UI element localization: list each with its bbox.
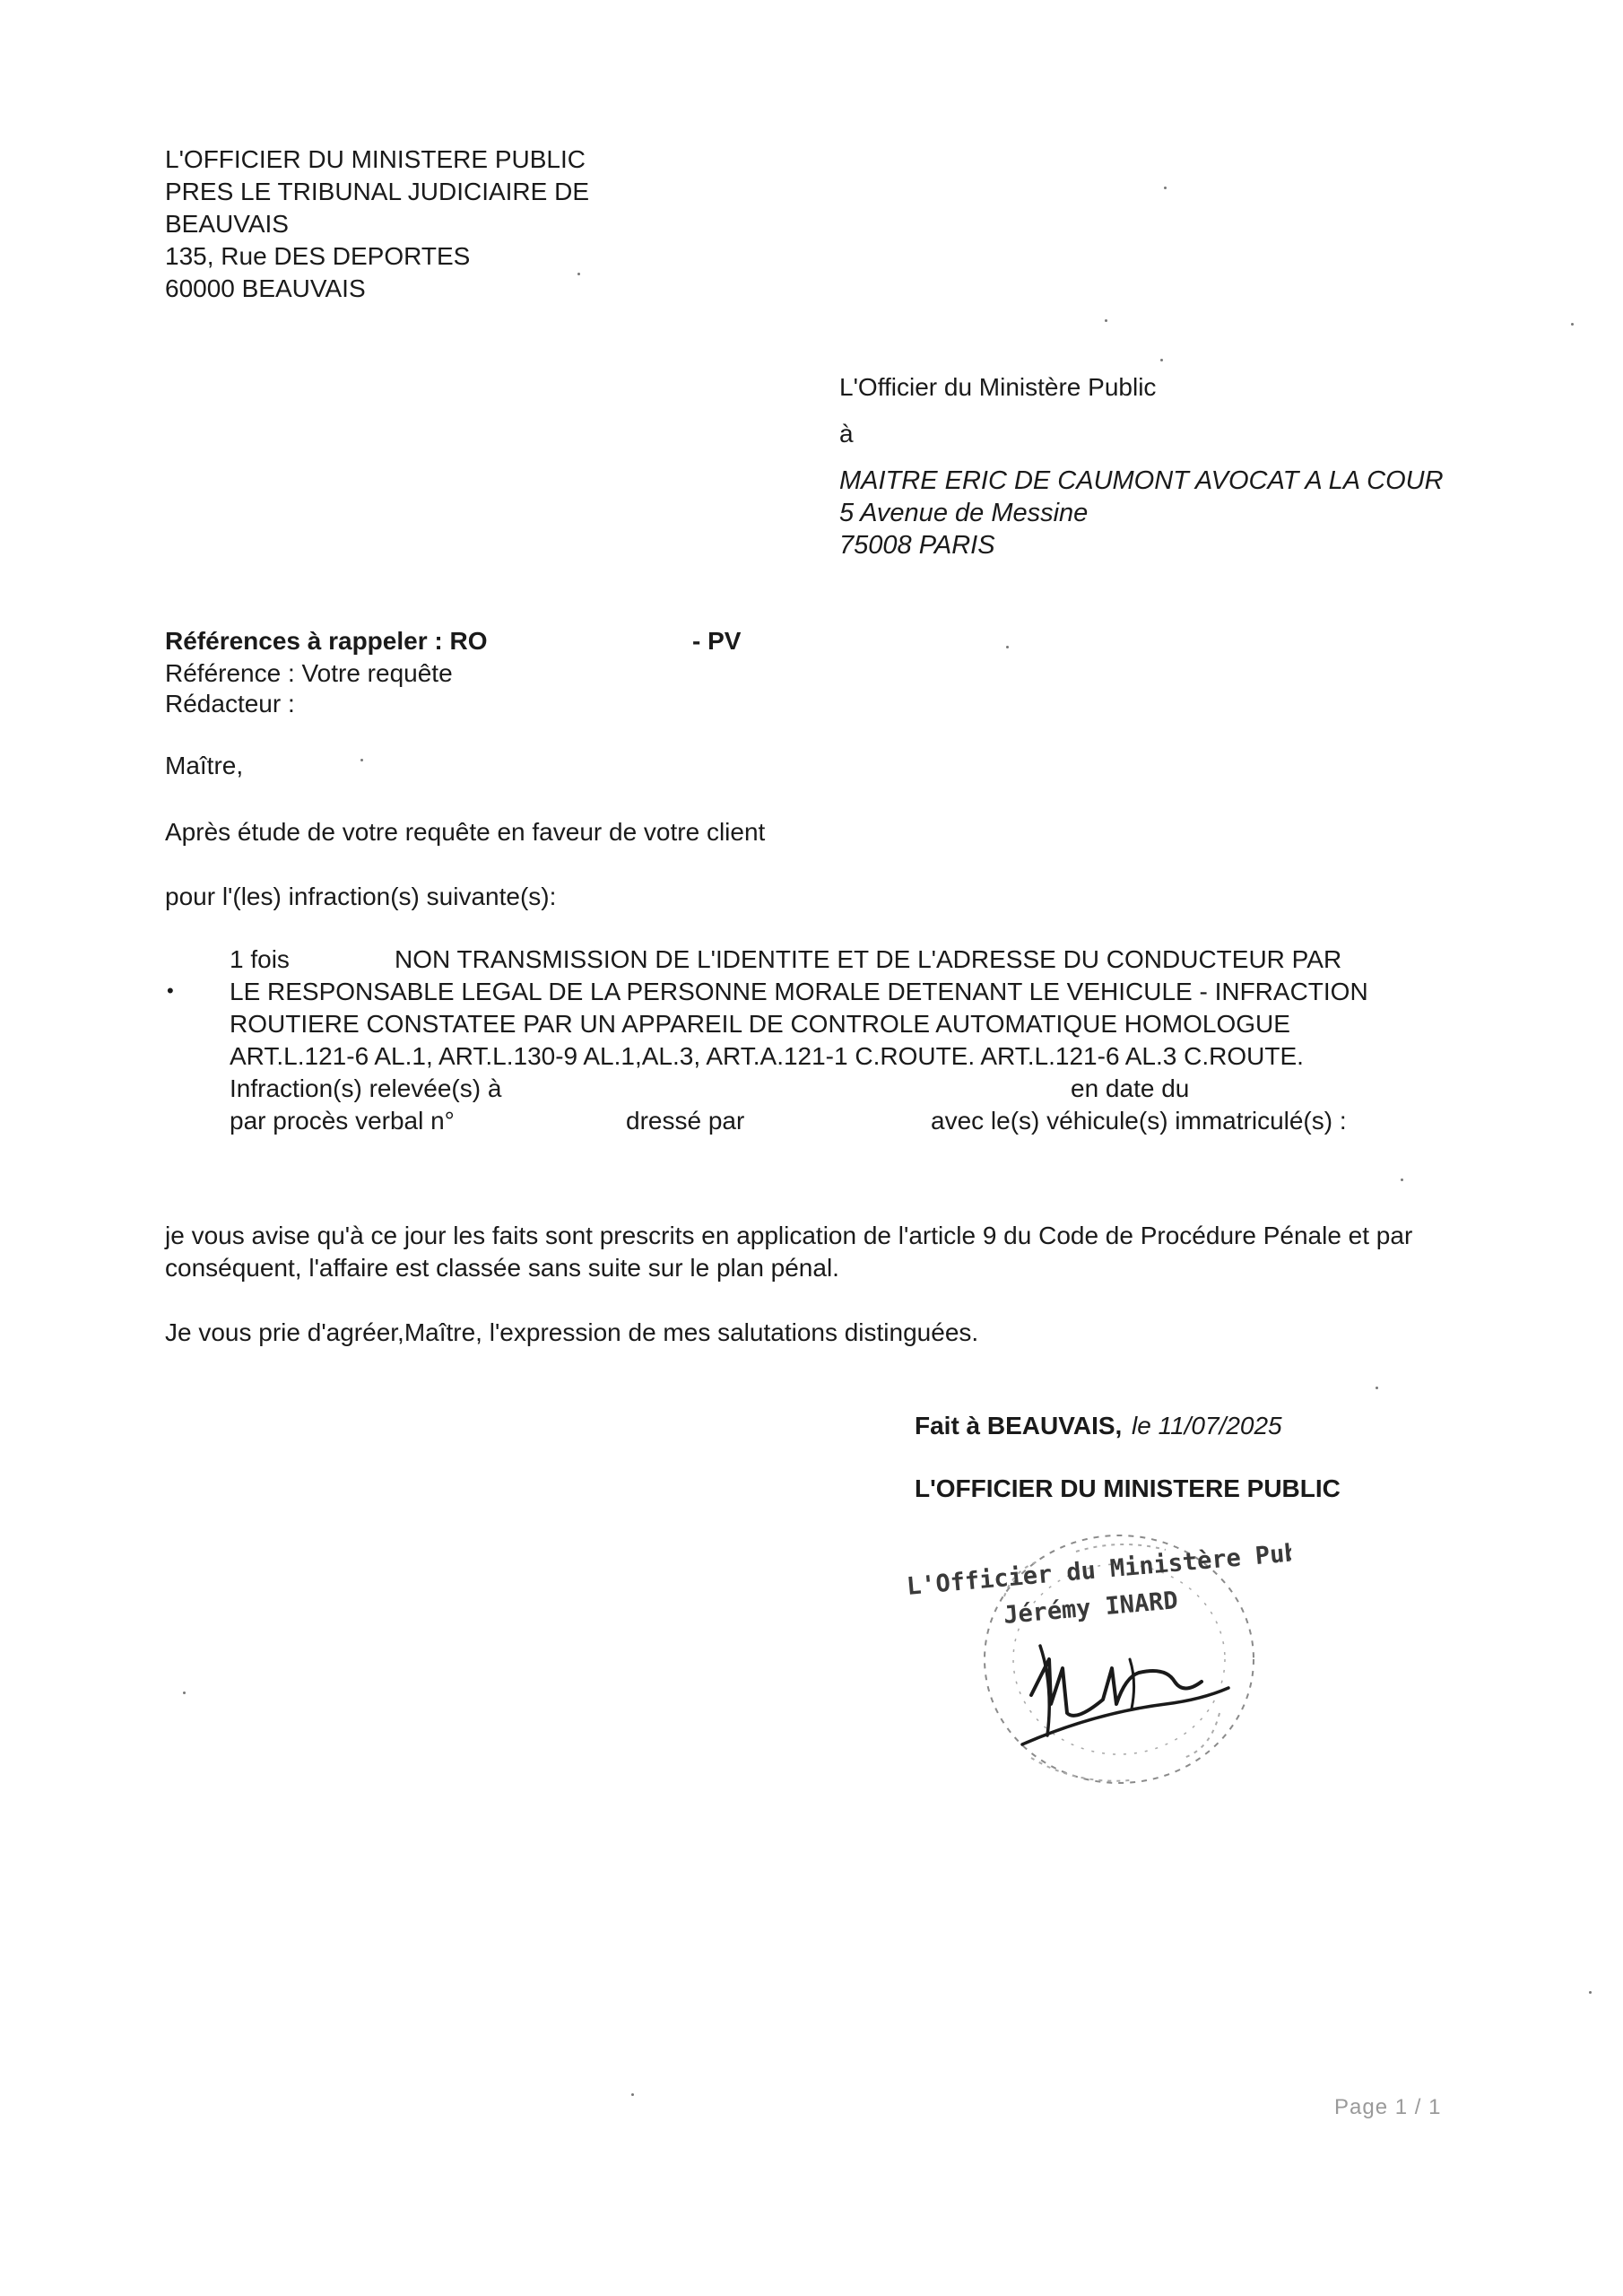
vehicule-immatricule: avec le(s) véhicule(s) immatriculé(s) :	[931, 1107, 1347, 1135]
scan-speck	[1160, 359, 1163, 361]
infraction-relevee: Infraction(s) relevée(s) à	[230, 1074, 502, 1102]
signature-title: L'OFFICIER DU MINISTERE PUBLIC	[915, 1474, 1341, 1502]
dresse-par: dressé par	[626, 1107, 745, 1135]
scan-speck	[1571, 323, 1574, 326]
intro-paragraph: Après étude de votre requête en faveur de votre client	[165, 818, 766, 846]
signature-place: Fait à BEAUVAIS,	[915, 1412, 1123, 1439]
sender-line-5: 60000 BEAUVAIS	[165, 274, 366, 302]
handwritten-signature	[1022, 1646, 1228, 1744]
infraction-line-3: ROUTIERE CONSTATEE PAR UN APPAREIL DE CONTROLE AUTOMATIQUE HOMOLOGUE	[230, 1010, 1290, 1038]
reference-pv: - PV	[692, 627, 742, 655]
stamp-text-name: Jérémy INARD	[1002, 1587, 1179, 1630]
closing-formula: Je vous prie d'agréer,Maître, l'expression de mes salutations distinguées.	[165, 1318, 979, 1346]
salutation: Maître,	[165, 752, 244, 779]
recipient-street: 5 Avenue de Messine	[839, 499, 1089, 527]
recipient-to: à	[839, 420, 854, 448]
stamp-text-title: L'Officier du Ministère Public	[905, 1535, 1291, 1601]
signature-date: le 11/07/2025	[1132, 1412, 1282, 1439]
scan-speck	[1589, 1991, 1592, 1994]
infraction-line-4: ART.L.121-6 AL.1, ART.L.130-9 AL.1,AL.3, ART.A.121-1 C.ROUTE. ART.L.121-6 AL.3 C.ROUTE.	[230, 1042, 1304, 1070]
scan-speck	[631, 2093, 634, 2096]
sender-line-1: L'OFFICIER DU MINISTERE PUBLIC	[165, 145, 586, 173]
scan-speck	[1164, 187, 1167, 189]
sender-line-3: BEAUVAIS	[165, 210, 289, 238]
bullet-dot: •	[167, 979, 174, 1002]
scan-speck	[1376, 1387, 1378, 1389]
reference-rappel: Références à rappeler : RO	[165, 627, 488, 655]
infraction-line-2: LE RESPONSABLE LEGAL DE LA PERSONNE MORALE DETENANT LE VEHICULE - INFRACTION	[230, 978, 1368, 1005]
official-stamp	[897, 1489, 1291, 1794]
recipient-city: 75008 PARIS	[839, 531, 995, 560]
scan-speck	[1401, 1178, 1403, 1181]
decision-line-2: conséquent, l'affaire est classée sans suite sur le plan pénal.	[165, 1254, 839, 1282]
sender-line-2: PRES LE TRIBUNAL JUDICIAIRE DE	[165, 178, 590, 205]
scan-speck	[1105, 319, 1107, 322]
infraction-line-1: NON TRANSMISSION DE L'IDENTITE ET DE L'ADRESSE DU CONDUCTEUR PAR	[395, 945, 1342, 973]
page-number: Page 1 / 1	[1334, 2095, 1442, 2119]
decision-line-1: je vous avise qu'à ce jour les faits sont prescrits en application de l'article 9 du Code de Procédure Pénale et par	[165, 1222, 1413, 1249]
scan-speck	[577, 273, 580, 275]
scan-speck	[183, 1692, 186, 1694]
infraction-date: en date du	[1071, 1074, 1190, 1102]
redacteur-line: Rédacteur :	[165, 690, 295, 718]
recipient-from: L'Officier du Ministère Public	[839, 373, 1157, 401]
proces-verbal: par procès verbal n°	[230, 1107, 455, 1135]
scan-speck	[1006, 646, 1009, 648]
sender-line-4: 135, Rue DES DEPORTES	[165, 242, 471, 270]
infraction-count: 1 fois	[230, 945, 290, 973]
infractions-intro: pour l'(les) infraction(s) suivante(s):	[165, 883, 557, 910]
scan-speck	[360, 759, 363, 761]
stamp-seal-graphic	[897, 1489, 1291, 1794]
reference-line: Référence : Votre requête	[165, 659, 453, 687]
recipient-name: MAITRE ERIC DE CAUMONT AVOCAT A LA COUR	[839, 466, 1444, 495]
